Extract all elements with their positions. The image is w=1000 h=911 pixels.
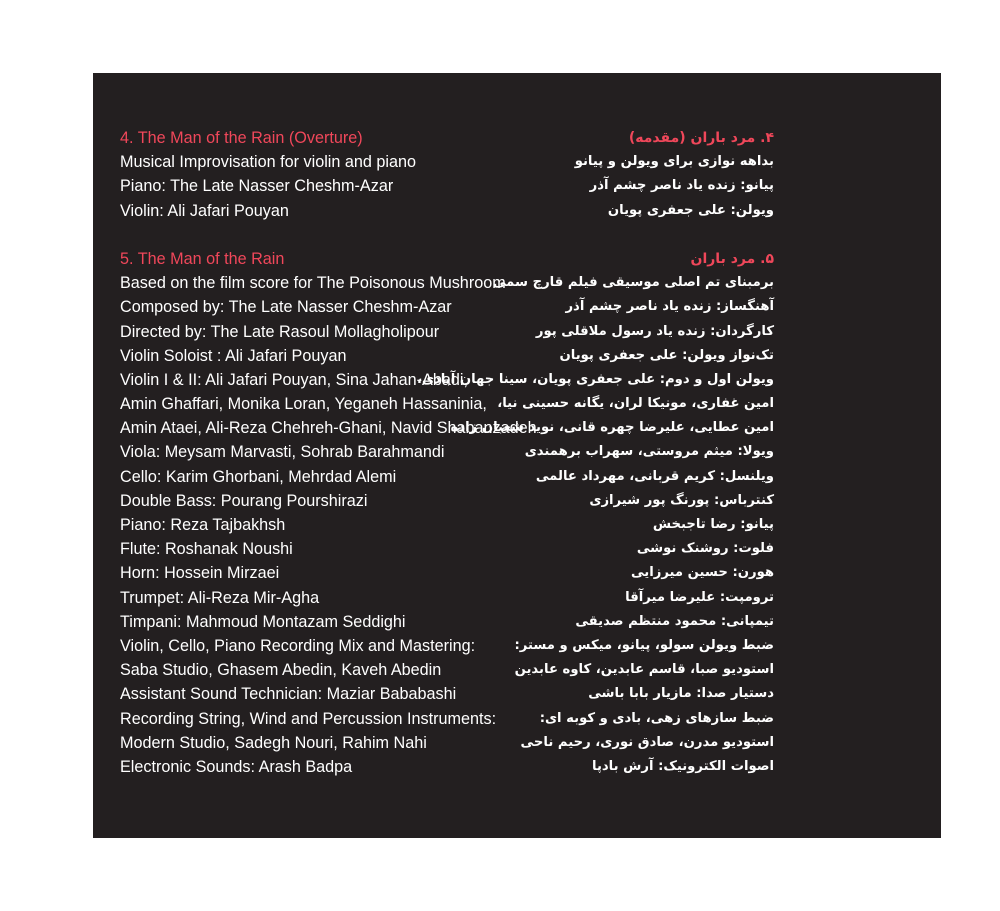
credit-line-fa: بداهه نوازی برای ویولن و پیانو — [574, 154, 774, 170]
track4-title-en: 4. The Man of the Rain (Overture) — [120, 129, 363, 147]
credit-line: Violin Soloist : Ali Jafari Pouyan — [120, 346, 347, 365]
credit-line: Timpani: Mahmoud Montazam Seddighi — [120, 612, 406, 631]
credit-line: Modern Studio, Sadegh Nouri, Rahim Nahi — [120, 733, 427, 752]
credit-line-fa: پیانو: رضا تاجبخش — [652, 517, 774, 532]
credit-line: Double Bass: Pourang Pourshirazi — [120, 491, 368, 510]
credit-line: Violin I & II: Ali Jafari Pouyan, Sina Jahan-Abadi, — [120, 370, 468, 389]
credit-line: Trumpet: Ali-Reza Mir-Agha — [120, 588, 320, 607]
credit-line: Recording String, Wind and Percussion Instruments: — [120, 709, 497, 728]
credit-line: Horn: Hossein Mirzaei — [120, 564, 280, 583]
credit-line: Amin Ataei, Ali-Reza Chehreh-Ghani, Navid Shabanzadeh — [120, 419, 537, 438]
credit-line-fa: ویولن: علی جعفری پویان — [607, 202, 774, 218]
credit-line-fa: امین عطایی، علیرضا چهره قانی، نوید شعبان زاده — [450, 420, 774, 436]
credit-line-fa: ویولن اول و دوم: علی جعفری پویان، سینا جهان آبادی، — [416, 371, 774, 387]
credit-line-fa: تک‌نواز ویولن: علی جعفری پویان — [559, 347, 774, 363]
credit-line: Assistant Sound Technician: Maziar Bababashi — [120, 685, 457, 704]
credit-line: Viola: Meysam Marvasti, Sohrab Barahmandi — [120, 443, 445, 462]
credit-line-fa: ضبط ویولن سولو، پیانو، میکس و مستر: — [514, 637, 774, 653]
track5-title-en: 5. The Man of the Rain — [120, 249, 285, 268]
credit-line: Based on the film score for The Poisonous Mushroom — [120, 274, 506, 293]
credit-line: Flute: Roshanak Noushi — [120, 540, 293, 559]
track5-title-fa: ۵. مرد باران — [690, 250, 774, 267]
credit-line-fa: برمبنای تم اصلی موسیقی فیلم قارچ سمی — [492, 275, 774, 291]
credit-line-fa: ضبط سازهای زهی، بادی و کوبه ای: — [539, 710, 774, 726]
credit-line-fa: پیانو: زنده یاد ناصر چشم آذر — [589, 178, 774, 194]
track4-title-fa: ۴. مرد باران (مقدمه) — [628, 130, 774, 146]
credit-line-fa: ترومپت: علیرضا میرآقا — [625, 589, 774, 605]
persian-credits — [354, 126, 774, 779]
credit-line-fa: امین غفاری، مونیکا لران، یگانه حسینی نیا، — [497, 396, 774, 412]
credit-line-fa: کارگردان: زنده یاد رسول ملاقلی پور — [535, 323, 774, 339]
credit-line-fa: فلوت: روشنک نوشی — [636, 541, 774, 557]
credit-line-fa: ویلنسل: کریم قربانی، مهرداد عالمی — [535, 468, 774, 484]
section-spacer — [354, 223, 774, 247]
credit-line: Electronic Sounds: Arash Badpa — [120, 757, 353, 776]
credit-line: Piano: Reza Tajbakhsh — [120, 516, 286, 534]
credit-line: Musical Improvisation for violin and piano — [120, 153, 417, 172]
credit-line-fa: استودیو مدرن، صادق نوری، رحیم ناحی — [520, 734, 774, 750]
credit-line: Violin: Ali Jafari Pouyan — [120, 201, 289, 220]
credit-line: Piano: The Late Nasser Cheshm-Azar — [120, 177, 394, 196]
credit-line: Composed by: The Late Nasser Cheshm-Azar — [120, 298, 452, 317]
credit-line: Violin, Cello, Piano Recording Mix and Mastering: — [120, 636, 476, 655]
credit-line: Saba Studio, Ghasem Abedin, Kaveh Abedin — [120, 661, 442, 680]
credit-line: Directed by: The Late Rasoul Mollagholipour — [120, 322, 440, 341]
credit-line-fa: دستیار صدا: مازیار بابا باشی — [588, 686, 774, 702]
credit-line-fa: کنترباس: پورنگ پور شیرازی — [589, 492, 774, 508]
credit-line-fa: ویولا: میثم مروستی، سهراب برهمندی — [524, 444, 774, 460]
credit-line-fa: تیمپانی: محمود منتظم صدیقی — [575, 613, 774, 629]
credit-line: Amin Ghaffari, Monika Loran, Yeganeh Hassaninia, — [120, 395, 487, 414]
credit-line-fa: آهنگساز: زنده یاد ناصر چشم آذر — [565, 299, 774, 315]
credit-line-fa: اصوات الکترونیک: آرش بادپا — [592, 758, 774, 774]
credit-line-fa: هورن: حسین میرزایی — [630, 565, 774, 581]
credit-line: Cello: Karim Ghorbani, Mehrdad Alemi — [120, 467, 397, 486]
credit-line-fa: استودیو صبا، قاسم عابدین، کاوه عابدین — [514, 662, 774, 678]
